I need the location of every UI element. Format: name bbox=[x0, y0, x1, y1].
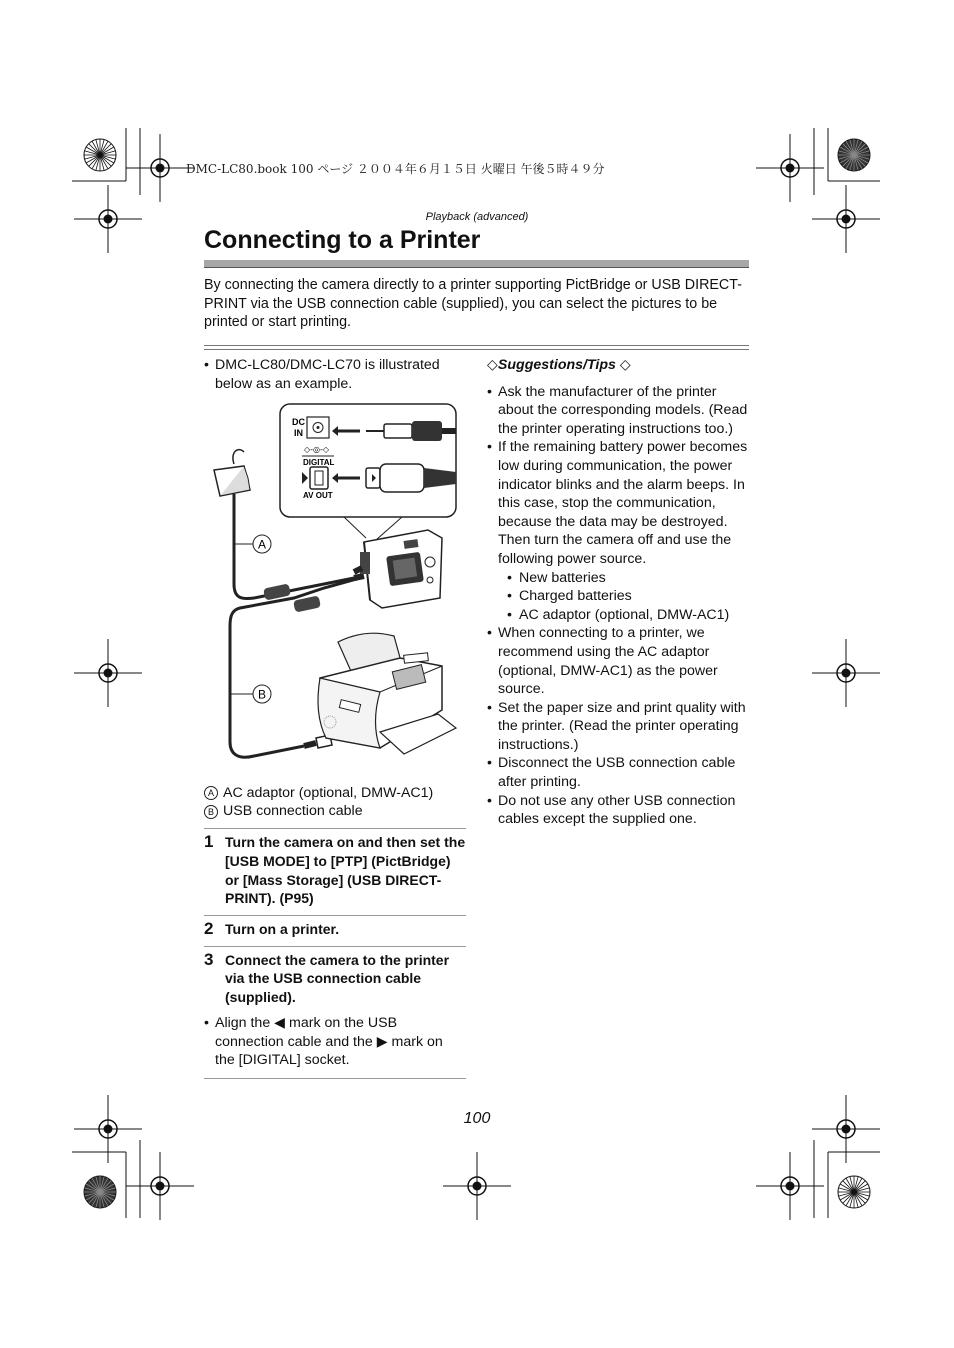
registration-mark-dot bbox=[473, 1182, 482, 1191]
legend-item bbox=[204, 802, 466, 821]
legend-text: USB connection cable bbox=[223, 803, 363, 820]
tip-item: • Disconnect the USB connection cable after printing. bbox=[487, 754, 749, 791]
power-option: • AC adaptor (optional, DMW-AC1) bbox=[487, 606, 749, 625]
title-rule bbox=[204, 260, 749, 267]
tips-heading bbox=[487, 356, 749, 375]
legend-mark: B bbox=[204, 805, 218, 819]
title-rule-thin bbox=[204, 267, 749, 268]
connection-diagram bbox=[204, 402, 466, 784]
socket-inset bbox=[280, 404, 456, 517]
label-dc: DC bbox=[292, 416, 305, 427]
svg-text:◇-◎-◇: ◇-◎-◇ bbox=[304, 444, 330, 454]
registration-mark-dot bbox=[156, 164, 165, 173]
printer-icon bbox=[318, 633, 456, 754]
diamond-icon: ◇ bbox=[619, 357, 631, 373]
tip-item: • Do not use any other USB connection cables except the supplied one. bbox=[487, 792, 749, 829]
page-number: 100 bbox=[463, 1110, 491, 1127]
tip-item: • Ask the manufacturer of the printer about the corresponding models. (Read the printer operating instructions too.) bbox=[487, 383, 749, 439]
camera-icon bbox=[360, 530, 442, 608]
example-note: • DMC-LC80/DMC-LC70 is illustrated below as an example. bbox=[204, 356, 466, 394]
tip-item: • When connecting to a printer, we recommend using the AC adaptor (optional, DMW-AC1) as the power source. bbox=[487, 624, 749, 698]
registration-mark-dot bbox=[156, 1182, 165, 1191]
step bbox=[204, 946, 466, 1014]
power-option: • Charged batteries bbox=[487, 587, 749, 606]
label-digital: DIGITAL bbox=[303, 457, 335, 467]
registration-mark-dot bbox=[786, 164, 795, 173]
diamond-icon: ◇ bbox=[487, 357, 498, 373]
callout-a-label: A bbox=[257, 537, 267, 552]
power-option: • New batteries bbox=[487, 569, 749, 588]
right-column bbox=[487, 356, 749, 829]
page-title: Connecting to a Printer bbox=[204, 226, 481, 254]
legend-mark: A bbox=[204, 786, 218, 800]
registration-mark-dot bbox=[842, 669, 851, 678]
label-av-out: AV OUT bbox=[303, 490, 333, 500]
intro-paragraph: By connecting the camera directly to a printer supporting PictBridge or USB DIRECT-PRINT via the USB connection cable (supplied), you can select the pictures to be printed or start printing. bbox=[204, 277, 742, 330]
column-divider-bottom bbox=[204, 349, 749, 350]
step-number: 2 bbox=[204, 919, 214, 938]
step-text: Connect the camera to the printer via the USB connection cable (supplied). bbox=[225, 951, 450, 1006]
step-note: • Align the ◀ mark on the USB connection cable and the ▶ mark on the [DIGITAL] socket. bbox=[204, 1014, 466, 1070]
step-text: Turn the camera on and then set the [USB MODE] to [PTP] (PictBridge) or [Mass Storage] (USB DIRECT-PRINT). (P95) bbox=[225, 834, 466, 907]
callout-b-label: B bbox=[257, 687, 267, 702]
legend-text: AC adaptor (optional, DMW-AC1) bbox=[223, 784, 434, 801]
tip-item: • Set the paper size and print quality with the printer. (Read the printer operating instructions.) bbox=[487, 699, 749, 755]
registration-mark-dot bbox=[104, 669, 113, 678]
section-label: Playback (advanced) bbox=[425, 211, 529, 223]
registration-mark-dot bbox=[786, 1182, 795, 1191]
step bbox=[204, 915, 466, 946]
legend-item bbox=[204, 784, 466, 803]
print-info-header: DMC-LC80.book 100 ページ ２００４年６月１５日 火曜日 午後５時４９分 bbox=[186, 162, 605, 176]
step-number: 1 bbox=[204, 832, 214, 852]
ac-adaptor-plug-icon bbox=[214, 449, 250, 495]
step-note-block bbox=[204, 1014, 466, 1079]
left-column bbox=[204, 356, 466, 1079]
step-number: 3 bbox=[204, 949, 214, 969]
label-in: IN bbox=[294, 427, 303, 438]
column-divider-top bbox=[204, 345, 749, 346]
step bbox=[204, 828, 466, 915]
tips-heading-text: Suggestions/Tips bbox=[497, 357, 616, 373]
step-text: Turn on a printer. bbox=[225, 921, 340, 937]
diagram-legend bbox=[204, 784, 466, 822]
tip-item: • If the remaining battery power becomes low during communication, the power indicator blinks and the alarm beeps. In this case, stop the communication, because the data may be destroyed. Then turn the camera off and use the following power source. bbox=[487, 438, 749, 568]
